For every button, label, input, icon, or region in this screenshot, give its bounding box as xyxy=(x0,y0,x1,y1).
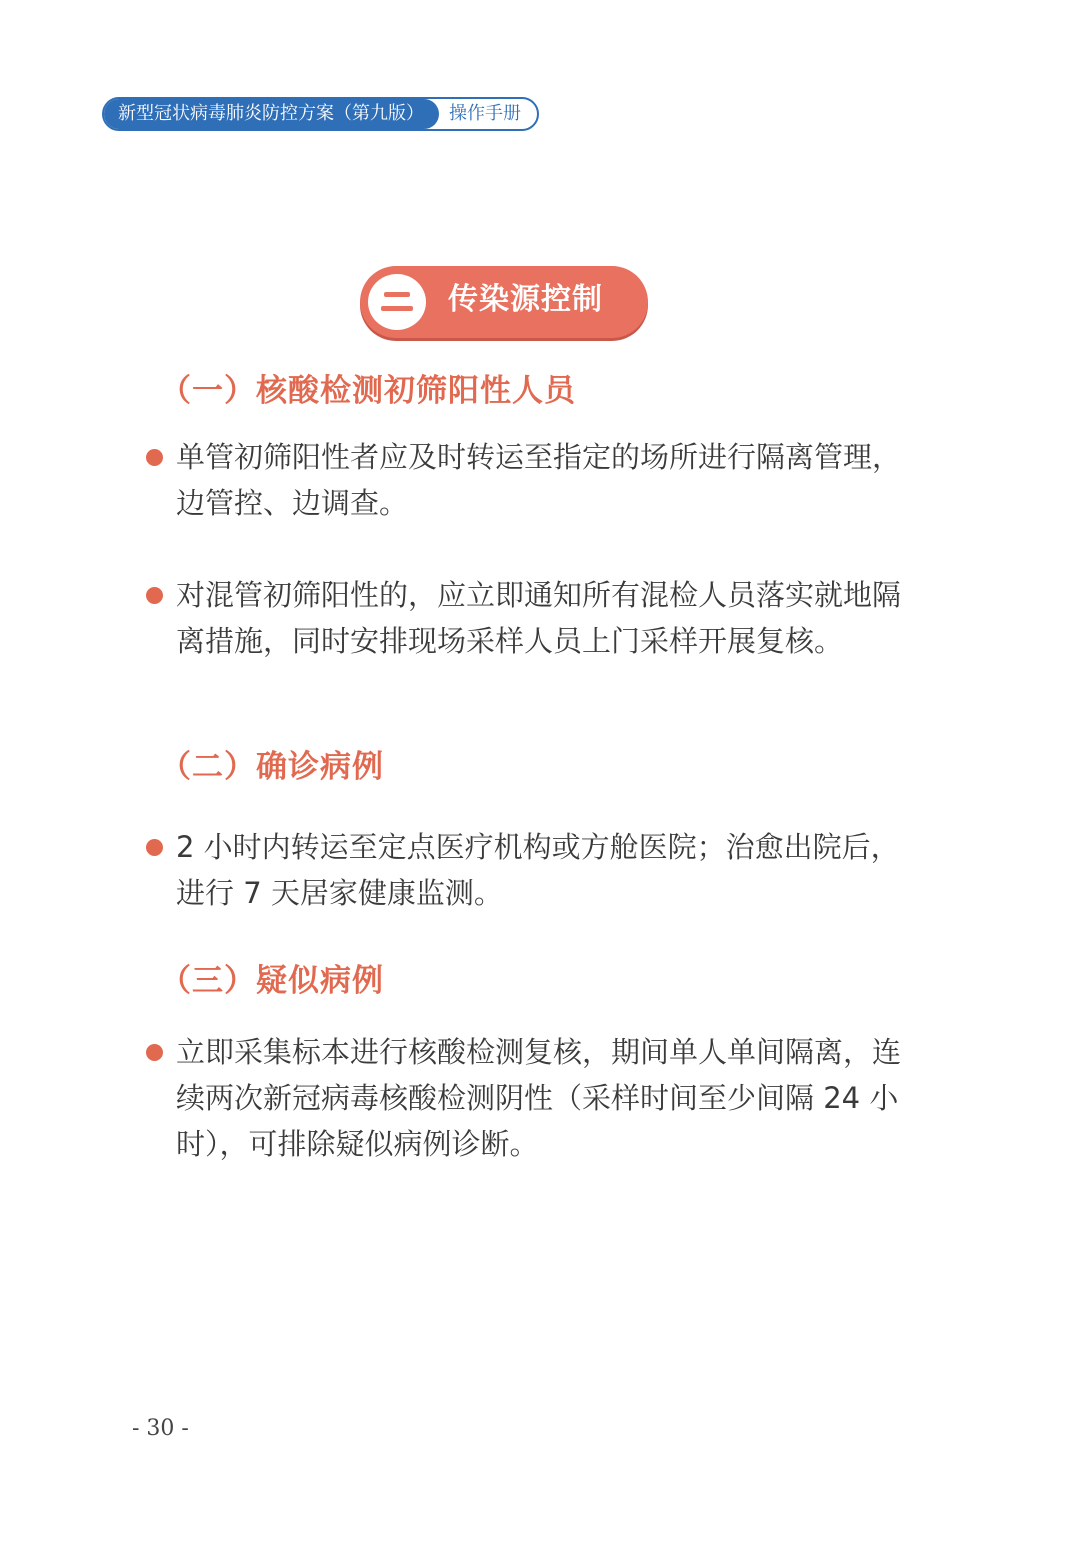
list-item xyxy=(176,434,926,526)
section-title: 传染源控制 xyxy=(448,282,603,317)
bullet-dot-icon xyxy=(146,449,163,466)
list-item-text: 立即采集标本进行核酸检测复核，期间单人单间隔离，连续两次新冠病毒核酸检测阴性（采样时间至少间隔 24 小时），可排除疑似病例诊断。 xyxy=(176,1035,902,1161)
section-number-two-icon xyxy=(368,274,426,330)
list-item xyxy=(176,572,926,664)
bullet-dot-icon xyxy=(146,839,163,856)
subsection-heading-1: （一）核酸检测初筛阳性人员 xyxy=(160,373,576,409)
list-item-text: 对混管初筛阳性的，应立即通知所有混检人员落实就地隔离措施，同时安排现场采样人员上门采样开展复核。 xyxy=(176,578,902,658)
section-banner xyxy=(360,266,648,338)
document-title: 新型冠状病毒肺炎防控方案（第九版） xyxy=(104,99,439,129)
subsection-heading-3: （三）疑似病例 xyxy=(160,963,384,999)
list-item-text: 单管初筛阳性者应及时转运至指定的场所进行隔离管理，边管控、边调查。 xyxy=(176,440,902,520)
subsection-heading-2: （二）确诊病例 xyxy=(160,749,384,785)
page-number: - 30 - xyxy=(132,1416,189,1441)
bullet-dot-icon xyxy=(146,1044,163,1061)
document-header xyxy=(102,97,539,131)
list-item xyxy=(176,1029,926,1167)
document-tag: 操作手册 xyxy=(449,103,521,124)
list-item-text: 2 小时内转运至定点医疗机构或方舱医院；治愈出院后，进行 7 天居家健康监测。 xyxy=(176,830,900,910)
bullet-dot-icon xyxy=(146,587,163,604)
list-item xyxy=(176,824,926,916)
